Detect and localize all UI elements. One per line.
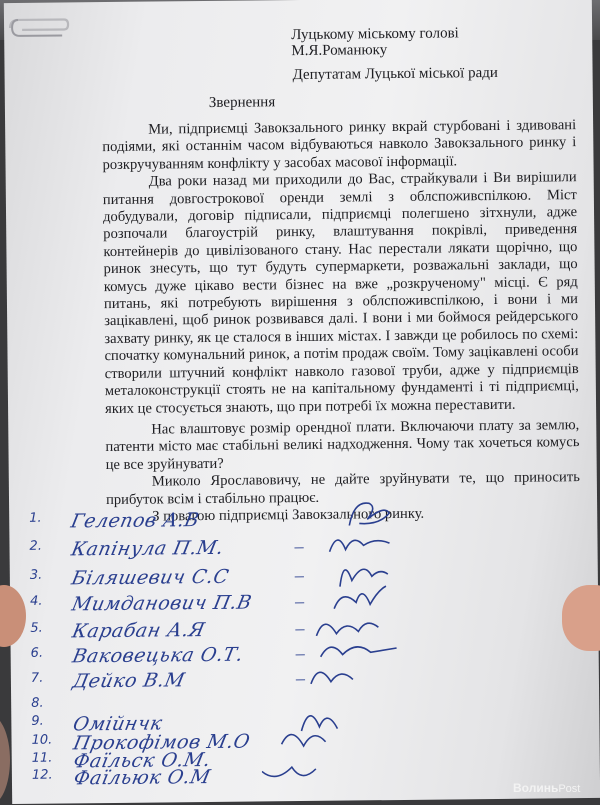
addressee-line-3: Депутатам Луцької міської ради <box>293 66 498 83</box>
handwritten-signature <box>261 655 401 696</box>
signature-name: Гелепов А.В <box>69 509 201 532</box>
paperclip-icon <box>8 16 70 39</box>
signature-name: Карабан А.Я <box>70 619 207 642</box>
signature-number: 1. <box>29 511 42 526</box>
letter-sheet <box>4 0 600 804</box>
watermark <box>513 781 580 795</box>
signature-number: 6. <box>31 646 44 661</box>
signature-name: Фаїльск О.М. <box>72 749 213 772</box>
addressee-line-2: М.Я.Романюку <box>291 43 387 59</box>
signature-name: Біляшевич С.С <box>70 566 231 590</box>
left-hand-shadow <box>0 715 10 805</box>
handwritten-signature <box>262 752 402 793</box>
paragraph-3: Нас влаштовує розмір орендної плати. Включаючи плату за землю, патенти місто має стабільні великі надходження. Чому так хочеться комусь це все зруйнувати? <box>105 417 580 474</box>
signature-number: 11. <box>32 751 53 766</box>
letter-heading: Звернення <box>209 95 275 111</box>
paragraph-4: Миколо Ярославовичу, не дайте зруйнувати те, що приносить прибуток всім і стабільно працює. <box>106 469 580 509</box>
signature-number: 5. <box>30 621 43 636</box>
signature-number: 3. <box>30 568 43 583</box>
signature-number: 7. <box>31 671 44 686</box>
signature-number: 4. <box>30 594 43 609</box>
signature-name: Капінула П.М. <box>69 537 225 561</box>
signature-dash: – <box>294 536 303 557</box>
watermark-brand: Волинь <box>513 781 558 795</box>
watermark-suffix: Post <box>558 783 580 795</box>
signature-dash: – <box>296 643 305 664</box>
signature-number: 10. <box>31 733 52 748</box>
signature-dash: – <box>295 565 304 586</box>
signature-name: Мимданович П.В <box>70 592 254 616</box>
addressee-line-1: Луцькому міському голові <box>291 26 459 43</box>
signature-name: Омійнчк <box>71 712 164 735</box>
signature-number: 2. <box>29 539 42 554</box>
signature-number: 12. <box>32 768 53 783</box>
paragraph-1: Ми, підприємці Завокзального ринку вкрай стурбовані і здивовані подіями, які останнім часом відбуваються навколо Завокзального ринку і розкручуванням конфлікту у засобах масової інформації. <box>102 117 577 174</box>
signature-name: Дейко В.М <box>71 669 187 692</box>
signature-name: Прокофімов М.О <box>71 731 252 755</box>
signature-dash: – <box>296 668 305 689</box>
paragraph-2: Два роки назад ми приходили до Вас, страйкували і Ви вирішили питання довгострокової оренди землі з облспоживспілкою. Міст добудували, договір підписали, підприємці полегшено зітхнули, адже розпочали благоустрій ринку, влаштування покрівлі, приведення контейнерів до цивілізованого стану. Нас перестали лякати щорічно, що ринок знесуть, що тут будуть супермаркети, розважальні заклади, що комусь дуже цікаво вести бізнес на вже „розкрученому" місці. Є ряд питань, які потребують вирішення з облспоживспілкою, і вони і ми зацікавлені, щоб ринок розвивався далі. І вони і ми боймося рейдерського захвату ринку, як це сталося в інших містах. І завжди це робилось по схемі: спочатку комунальний ринок, а потім продаж своїм. Тому зацікавлені особи створили штучний конфлікт навколо газової труби, адже у підприємців металоконструкції стоять не на капітальному фундаменті і ті підприємці, яких це стосується знають, що при потребі їх можна переставити. <box>103 169 580 418</box>
signature-name: Ваковецька О.Т. <box>70 644 245 668</box>
signature-number: 8. <box>31 696 44 711</box>
signature-dash: – <box>295 591 304 612</box>
signature-name: Фаїльюк О.М <box>72 766 213 789</box>
signature-number: 9. <box>31 714 44 729</box>
signature-dash: – <box>295 618 304 639</box>
paragraph-5: З повагою підприємці Завокзального ринку. <box>106 504 580 526</box>
letter-body <box>102 117 580 526</box>
